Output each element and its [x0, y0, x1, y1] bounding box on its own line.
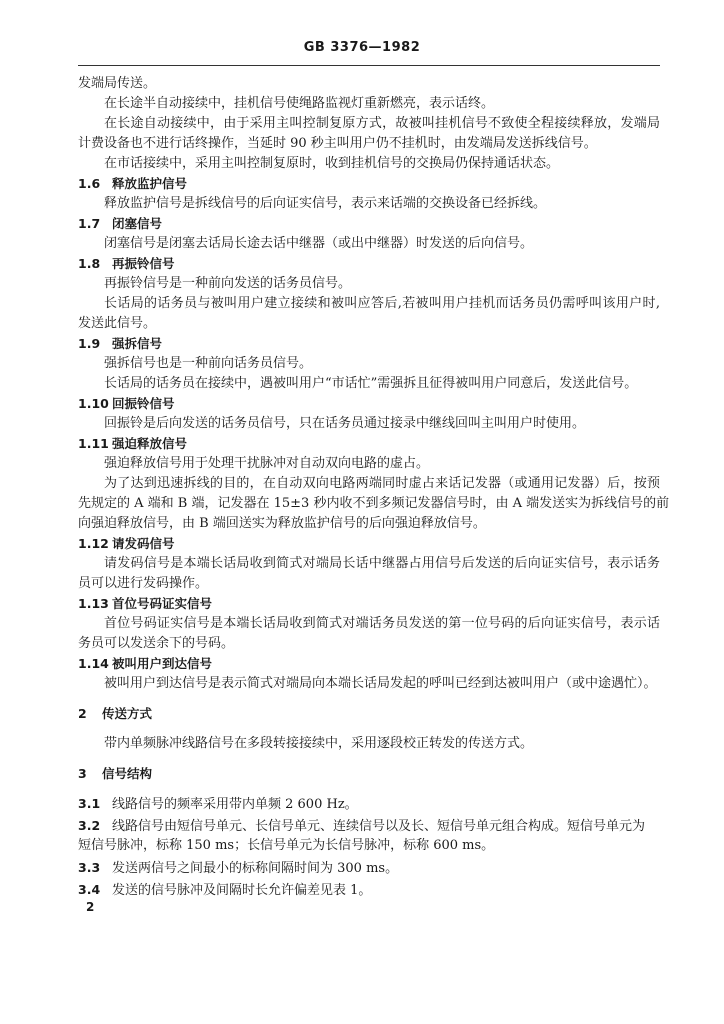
text-line: 先规定的 A 端和 B 端，记发器在 15±3 秒内收不到多频记发器信号时，由 A 端发送实为拆线信号的前 — [78, 496, 670, 511]
paragraph: 强拆信号也是一种前向话务员信号。 — [104, 356, 313, 371]
section-number: 1.11 — [78, 436, 109, 451]
section-title: 强拆信号 — [112, 336, 163, 351]
text-line: 发端局传送。 — [78, 76, 157, 91]
section-number: 1.13 — [78, 596, 109, 611]
section-title: 回振铃信号 — [112, 396, 175, 411]
section-title: 释放监护信号 — [112, 176, 188, 191]
section-heading-1-14 — [78, 654, 660, 674]
text-line: 员可以进行发码操作。 — [78, 576, 209, 591]
section-heading-3 — [78, 764, 660, 784]
paragraph: 回振铃是后向发送的话务员信号，只在话务员通过接录中继线回叫主叫用户时使用。 — [104, 416, 586, 431]
paragraph: 强迫释放信号用于处理干扰脉冲对自动双向电路的虚占。 — [104, 456, 430, 471]
text-line: 向强迫释放信号，由 B 端回送实为释放监护信号的后向强迫释放信号。 — [78, 516, 486, 531]
section-title: 首位号码证实信号 — [112, 596, 213, 611]
text-line: 发送此信号。 — [78, 316, 157, 331]
paragraph: 再振铃信号是一种前向发送的话务员信号。 — [104, 276, 352, 291]
section-heading-1-11 — [78, 434, 660, 454]
section-heading-1-9 — [78, 334, 660, 354]
section-number: 1.8 — [78, 256, 101, 271]
text-line: 短信号脉冲，标称 150 ms；长信号单元为长信号脉冲，标称 600 ms。 — [78, 838, 495, 853]
paragraph: 带内单频脉冲线路信号在多段转接接续中，采用逐段校正转发的传送方式。 — [104, 736, 534, 751]
section-number: 1.7 — [78, 216, 101, 231]
section-title: 传送方式 — [102, 706, 153, 721]
section-number: 1.9 — [78, 336, 101, 351]
section-heading-1-10 — [78, 394, 660, 414]
standard-code-header: GB 3376—1982 — [303, 40, 421, 55]
paragraph: 长话局的话务员与被叫用户建立接续和被叫应答后,若被叫用户挂机而话务员仍需呼叫该用户时, — [104, 296, 660, 311]
clause-3-4 — [78, 880, 660, 900]
paragraph: 释放监护信号是拆线信号的后向证实信号，表示来话端的交换设备已经拆线。 — [104, 196, 547, 211]
paragraph: 请发码信号是本端长话局收到简式对端局长话中继器占用信号后发送的后向证实信号，表示话务 — [104, 556, 660, 571]
section-title: 闭塞信号 — [112, 216, 163, 231]
paragraph: 长话局的话务员在接续中，遇被叫用户“市话忙”需强拆且征得被叫用户同意后，发送此信号。 — [104, 376, 638, 391]
section-title: 信号结构 — [102, 766, 153, 781]
section-title: 请发码信号 — [112, 536, 175, 551]
section-number: 1.14 — [78, 656, 109, 671]
clause-text: 线路信号的频率采用带内单频 2 600 Hz。 — [112, 797, 358, 812]
section-heading-1-7 — [78, 214, 660, 234]
section-heading-1-6 — [78, 174, 660, 194]
section-title: 被叫用户到达信号 — [112, 656, 213, 671]
clause-number: 3.2 — [78, 818, 101, 833]
clause-3-1 — [78, 794, 660, 814]
section-title: 强迫释放信号 — [112, 436, 188, 451]
clause-number: 3.1 — [78, 796, 101, 811]
paragraph: 为了达到迅速拆线的目的，在自动双向电路两端同时虚占来话记发器（或通用记发器）后，按预 — [104, 476, 660, 491]
text-line: 计费设备也不进行话终操作，当延时 90 秒主叫用户仍不挂机时，由发端局发送拆线信号。 — [78, 136, 597, 151]
clause-number: 3.4 — [78, 882, 101, 897]
section-heading-2 — [78, 704, 660, 724]
section-number: 1.12 — [78, 536, 109, 551]
text-line: 务员可以发送余下的号码。 — [78, 636, 235, 651]
section-title: 再振铃信号 — [112, 256, 175, 271]
paragraph: 首位号码证实信号是本端长话局收到简式对端话务员发送的第一位号码的后向证实信号，表示话 — [104, 616, 660, 631]
section-number: 1.10 — [78, 396, 109, 411]
clause-3-3 — [78, 858, 660, 878]
section-heading-1-12 — [78, 534, 660, 554]
section-number: 1.6 — [78, 176, 101, 191]
paragraph: 被叫用户到达信号是表示简式对端局向本端长话局发起的呼叫已经到达被叫用户（或中途遇忙）。 — [104, 676, 657, 691]
paragraph: 在长途自动接续中，由于采用主叫控制复原方式，故被叫挂机信号不致使全程接续释放，发端局 — [104, 116, 660, 131]
paragraph: 在长途半自动接续中，挂机信号使绳路监视灯重新燃亮，表示话终。 — [104, 96, 495, 111]
section-number: 3 — [78, 766, 87, 781]
clause-text: 发送的信号脉冲及间隔时长允许偏差见表 1。 — [112, 883, 372, 898]
section-heading-1-8 — [78, 254, 660, 274]
section-number: 2 — [78, 706, 87, 721]
page-number: 2 — [86, 900, 95, 914]
section-heading-1-13 — [78, 594, 660, 614]
paragraph: 闭塞信号是闭塞去话局长途去话中继器（或出中继器）时发送的后向信号。 — [104, 236, 534, 251]
clause-text: 线路信号由短信号单元、长信号单元、连续信号以及长、短信号单元组合构成。短信号单元为 — [112, 819, 646, 834]
clause-text: 发送两信号之间最小的标称间隔时间为 300 ms。 — [112, 861, 399, 876]
header-rule — [78, 65, 660, 66]
clause-3-2 — [78, 816, 660, 836]
paragraph: 在市话接续中，采用主叫控制复原时，收到挂机信号的交换局仍保持通话状态。 — [104, 156, 560, 171]
clause-number: 3.3 — [78, 860, 101, 875]
